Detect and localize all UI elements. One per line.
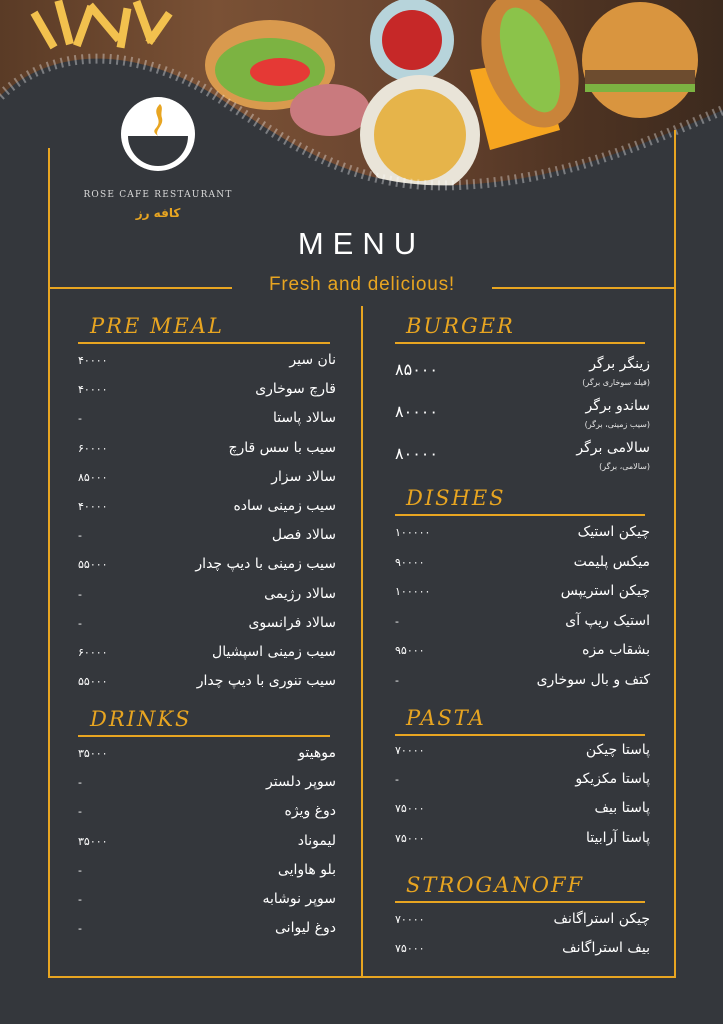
menu-item (395, 911, 650, 937)
menu-item-note: (سیب زمینی، برگر) (584, 420, 650, 429)
menu-item (78, 498, 336, 524)
menu-item-name: پاستا آرابیتا (586, 829, 650, 846)
menu-item-price: ۴۰۰۰۰ (78, 500, 108, 513)
menu-item-name: چیکن استیک (577, 524, 650, 540)
menu-item (78, 774, 336, 800)
menu-item-price: ۷۵۰۰۰ (395, 942, 425, 956)
menu-item-price: - (78, 616, 82, 630)
menu-item-price: - (78, 893, 82, 906)
menu-item-price: ۷۵۰۰۰ (395, 802, 425, 816)
cup-icon (120, 96, 196, 172)
border-left (48, 148, 50, 978)
section-title-drinks: DRINKS (90, 707, 192, 731)
menu-item-price: ۵۵۰۰۰ (78, 675, 108, 689)
section-rule-pasta (395, 734, 645, 736)
menu-item-price: - (78, 776, 82, 790)
menu-item-name: لیموناد (297, 832, 336, 849)
menu-item (78, 469, 336, 495)
brand-name-english: ROSE CAFE RESTAURANT (83, 190, 233, 200)
menu-item-price: ۹۰۰۰۰ (395, 555, 425, 569)
menu-item (395, 398, 650, 429)
menu-item-price: ۸۵۰۰۰ (78, 470, 108, 484)
menu-item (395, 742, 650, 768)
menu-item (395, 642, 650, 668)
menu-item (78, 410, 336, 436)
menu-item-price: ۳۵۰۰۰ (78, 747, 108, 760)
menu-item (395, 440, 650, 471)
menu-item-name: دوغ ویژه (284, 803, 336, 820)
menu-item (78, 381, 336, 407)
menu-item (78, 803, 336, 829)
menu-item-name: سیب با سس قارچ (228, 439, 336, 456)
menu-item-price: - (78, 805, 82, 819)
menu-item-name: دوغ لیوانی (275, 920, 336, 937)
menu-item-price: ۸۰۰۰۰ (395, 402, 438, 421)
menu-item-price: - (395, 614, 399, 628)
menu-item-name: سیب زمینی اسپشیال (212, 644, 336, 660)
menu-item (78, 352, 336, 378)
menu-item-price: ۸۵۰۰۰ (395, 360, 438, 379)
menu-item (395, 800, 650, 826)
menu-item (395, 356, 650, 387)
menu-item (78, 440, 336, 466)
menu-item-name: سالاد فرانسوی (248, 614, 336, 631)
section-rule-stroganoff (395, 901, 645, 903)
menu-item-price: ۷۰۰۰۰ (395, 913, 425, 926)
menu-item-price: - (395, 773, 399, 787)
menu-item-price: ۳۵۰۰۰ (78, 834, 108, 848)
menu-item-price: ۷۵۰۰۰ (395, 831, 425, 845)
menu-item (395, 613, 650, 639)
brand-name-persian: کافه رز (135, 206, 181, 220)
menu-item-name: بلو هاوایی (277, 861, 336, 878)
menu-item-name: سالاد پاستا (272, 410, 336, 427)
menu-item (395, 672, 650, 698)
menu-item-price: ۶۰۰۰۰ (78, 646, 108, 659)
menu-item (78, 920, 336, 946)
menu-item-name: بیف استراگانف (562, 940, 650, 957)
menu-item-name: کتف و بال سوخاری (536, 672, 650, 688)
section-rule-pre-meal (78, 342, 330, 344)
menu-item-name: زینگر برگر (589, 356, 650, 372)
menu-item-name: پاستا مکزیکو (575, 771, 650, 788)
menu-item-note: (فیله سوخاری برگر) (582, 378, 650, 387)
tagline-rule-left (48, 287, 232, 289)
menu-item-name: نان سیر (289, 352, 336, 368)
menu-item-name: سالاد سزار (271, 468, 336, 485)
menu-item (395, 940, 650, 966)
menu-item-price: ۱۰۰۰۰۰ (395, 526, 431, 539)
menu-item-price: - (78, 412, 82, 426)
menu-item-note: (سالامی، برگر) (599, 462, 650, 471)
menu-item-name: قارچ سوخاری (255, 381, 336, 398)
menu-item-price: ۹۵۰۰۰ (395, 644, 425, 658)
section-rule-burger (395, 342, 645, 344)
menu-item-name: سیب زمینی ساده (233, 498, 336, 514)
menu-item-name: سوپر نوشابه (262, 891, 336, 907)
menu-item-name: سیب تنوری با دیپ چدار (196, 673, 336, 690)
section-title-pre-meal: PRE MEAL (90, 314, 224, 338)
menu-item-price: - (395, 674, 399, 687)
column-divider (361, 306, 363, 978)
menu-item-name: سالاد فصل (271, 527, 336, 544)
menu-item-price: ۷۰۰۰۰ (395, 744, 425, 757)
section-title-stroganoff: STROGANOFF (406, 873, 585, 897)
menu-item-name: استیک ریپ آی (565, 612, 650, 629)
menu-item (78, 891, 336, 917)
menu-item (78, 586, 336, 612)
menu-item (78, 745, 336, 771)
menu-item (78, 833, 336, 859)
menu-item-price: ۸۰۰۰۰ (395, 444, 438, 463)
menu-item-price: - (78, 863, 82, 877)
page-title: MENU (297, 226, 426, 261)
menu-item-name: پاستا چیکن (585, 742, 650, 758)
menu-item-name: پاستا بیف (594, 800, 650, 817)
menu-item (395, 554, 650, 580)
menu-item-price: ۱۰۰۰۰۰ (395, 585, 431, 599)
menu-item-price: ۴۰۰۰۰ (78, 354, 108, 367)
menu-item (78, 556, 336, 582)
menu-item-name: سوپر دلستر (266, 774, 336, 791)
menu-item-price: ۴۰۰۰۰ (78, 383, 108, 397)
section-title-dishes: DISHES (406, 486, 506, 510)
menu-item-price: - (78, 529, 82, 543)
tagline-rule-right (492, 287, 676, 289)
menu-item-name: بشقاب مزه (582, 642, 650, 659)
menu-item (395, 830, 650, 856)
section-rule-dishes (395, 514, 645, 516)
menu-item-name: سیب زمینی با دیپ چدار (195, 556, 336, 573)
menu-item-name: سالاد رژیمی (264, 585, 336, 602)
section-title-pasta: PASTA (406, 706, 486, 730)
menu-item-price: - (78, 922, 82, 936)
section-rule-drinks (78, 735, 330, 737)
menu-item-price: - (78, 587, 82, 601)
menu-item-name: سالامی برگر (576, 440, 650, 456)
menu-item-name: موهیتو (298, 745, 336, 761)
section-title-burger: BURGER (406, 314, 515, 338)
menu-item (395, 583, 650, 609)
menu-item (78, 527, 336, 553)
menu-item (78, 615, 336, 641)
menu-item-name: چیکن استراگانف (553, 911, 650, 927)
menu-item (78, 862, 336, 888)
menu-item-price: ۶۰۰۰۰ (78, 441, 108, 455)
menu-item (78, 644, 336, 670)
menu-item-name: میکس پلیمت (573, 553, 650, 570)
menu-item-name: ساندو برگر (585, 398, 650, 414)
menu-item (395, 524, 650, 550)
menu-item-price: ۵۵۰۰۰ (78, 558, 108, 572)
menu-item (78, 673, 336, 699)
menu-item (395, 771, 650, 797)
tagline: Fresh and delicious! (268, 274, 456, 295)
menu-item-name: چیکن استریپس (560, 583, 650, 600)
